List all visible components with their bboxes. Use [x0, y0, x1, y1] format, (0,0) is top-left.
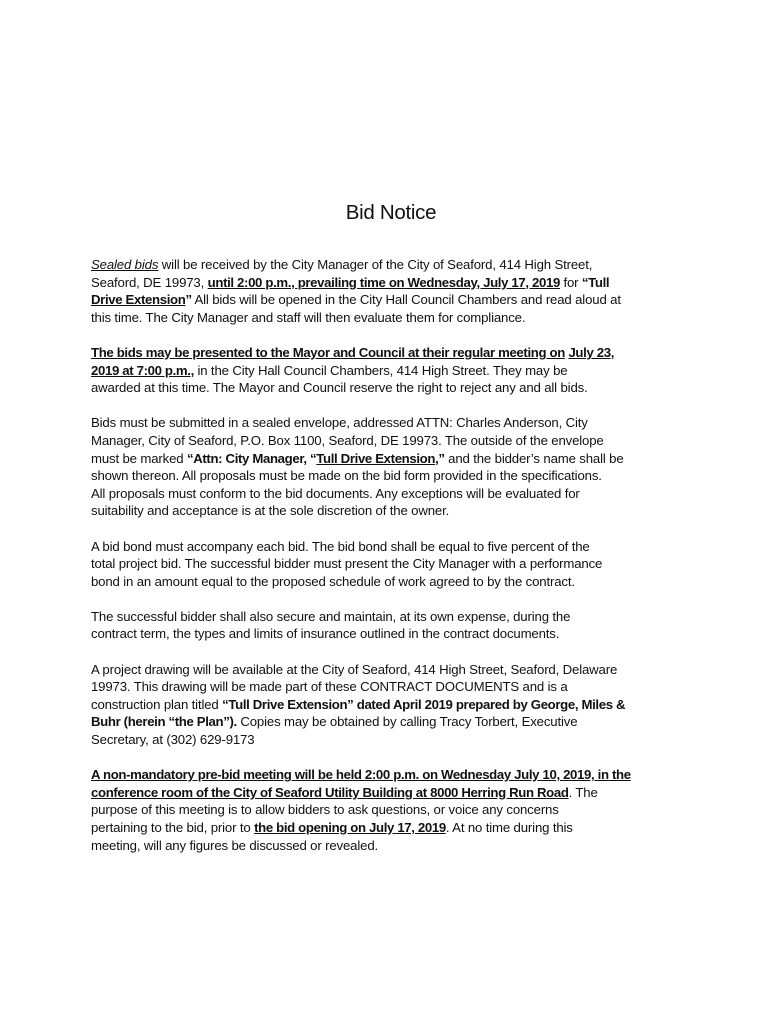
text-line: suitability and acceptance is at the sole discretion of the owner. [91, 503, 450, 519]
paragraph-sealed-bids [91, 256, 691, 326]
text-line: total project bid. The successful bidder must present the City Manager with a performance [91, 556, 603, 572]
text-line: All proposals must conform to the bid documents. Any exceptions will be evaluated for [91, 485, 580, 501]
text-line: bond in an amount equal to the proposed schedule of work agreed to by the contract. [91, 573, 575, 589]
page-title: Bid Notice [345, 201, 437, 224]
sealed-bids-phrase: Sealed bids [91, 257, 159, 272]
envelope-marking-close: ,” [435, 450, 445, 466]
text-line: this time. The City Manager and staff will then evaluate them for compliance. [91, 309, 526, 325]
plan-title-cont: Buhr (herein “the Plan”). [91, 714, 237, 730]
text-span: . The [568, 784, 598, 800]
text-line: Bids must be submitted in a sealed envelope, addressed ATTN: Charles Anderson, City [91, 415, 588, 431]
text-span: and the bidder’s name shall be [444, 450, 624, 466]
project-name-underlined: Drive Extension [91, 292, 186, 308]
paragraph-council-meeting [91, 344, 691, 397]
text-line: 19973. This drawing will be made part of these CONTRACT DOCUMENTS and is a [91, 679, 568, 695]
envelope-project-name: Tull Drive Extension [316, 450, 436, 466]
text-line: The successful bidder shall also secure and maintain, at its own expense, during the [91, 608, 571, 624]
project-name-close: ” [185, 292, 192, 308]
text-line [91, 362, 691, 380]
plan-title: “Tull Drive Extension” dated April 2019 prepared by George, Miles & [222, 696, 626, 712]
text-line: meeting, will any figures be discussed or revealed. [91, 837, 379, 853]
text-line [91, 713, 691, 731]
text-line [91, 291, 691, 309]
envelope-marking: “Attn: City Manager, “ [186, 450, 317, 466]
text-line [91, 274, 691, 292]
meeting-date-phrase: July 23, [568, 344, 615, 360]
text-span: Copies may be obtained by calling Tracy Torbert, Executive [236, 714, 578, 730]
text-line [91, 819, 691, 837]
council-meeting-phrase: The bids may be presented to the Mayor and Council at their regular meeting on [91, 344, 565, 360]
text-span: . At no time during this [445, 820, 573, 835]
text-line: shown thereon. All proposals must be made on the bid form provided in the specifications. [91, 468, 602, 484]
text-line: purpose of this meeting is to allow bidders to ask questions, or voice any concerns [91, 802, 559, 818]
text-line: awarded at this time. The Mayor and Council reserve the right to reject any and all bids. [91, 380, 588, 396]
text-line: Manager, City of Seaford, P.O. Box 1100, Seaford, DE 19973. The outside of the envelope [91, 432, 604, 448]
text-line: A bid bond must accompany each bid. The bid bond shall be equal to five percent of the [91, 538, 590, 554]
text-span: for [559, 274, 582, 290]
text-span: pertaining to the bid, prior to [91, 820, 255, 835]
project-name-open: “Tull [581, 274, 610, 290]
text-span: All bids will be opened in the City Hall Council Chambers and read aloud at [191, 292, 621, 308]
text-line [91, 256, 691, 274]
text-line: A project drawing will be available at the City of Seaford, 414 High Street, Seaford, Delaware [91, 661, 618, 677]
deadline-phrase: until 2:00 p.m., prevailing time on Wednesday, July 17, 2019 [207, 274, 560, 290]
meeting-location-phrase: conference room of the City of Seaford Utility Building at 8000 Herring Run Road [91, 784, 569, 800]
pre-bid-meeting-phrase: A non-mandatory pre-bid meeting will be held 2:00 p.m. on Wednesday July 10, 2019, in the [91, 767, 631, 783]
text-span: must be marked [91, 450, 187, 466]
text-line [91, 696, 691, 714]
meeting-time-phrase: 2019 at 7:00 p.m., [91, 362, 194, 378]
bid-opening-phrase: the bid opening on July 17, 2019 [254, 820, 446, 835]
paragraph-project-drawing [91, 661, 691, 749]
text-span: Seaford, DE 19973, [91, 274, 208, 290]
paragraph-submission [91, 414, 691, 520]
text-span: in the City Hall Council Chambers, 414 High Street. They may be [193, 362, 568, 378]
text-line: Secretary, at (302) 629-9173 [91, 732, 255, 748]
text-span: will be received by the City Manager of the City of Seaford, 414 High Street, [158, 257, 593, 272]
text-line: contract term, the types and limits of insurance outlined in the contract documents. [91, 626, 560, 642]
paragraph-pre-bid-meeting [91, 766, 691, 854]
text-line [91, 450, 691, 468]
document-page [91, 200, 691, 872]
text-line [91, 784, 691, 802]
text-line [91, 344, 691, 362]
text-span: construction plan titled [91, 696, 223, 712]
paragraph-insurance [91, 608, 691, 643]
paragraph-bid-bond [91, 538, 691, 591]
